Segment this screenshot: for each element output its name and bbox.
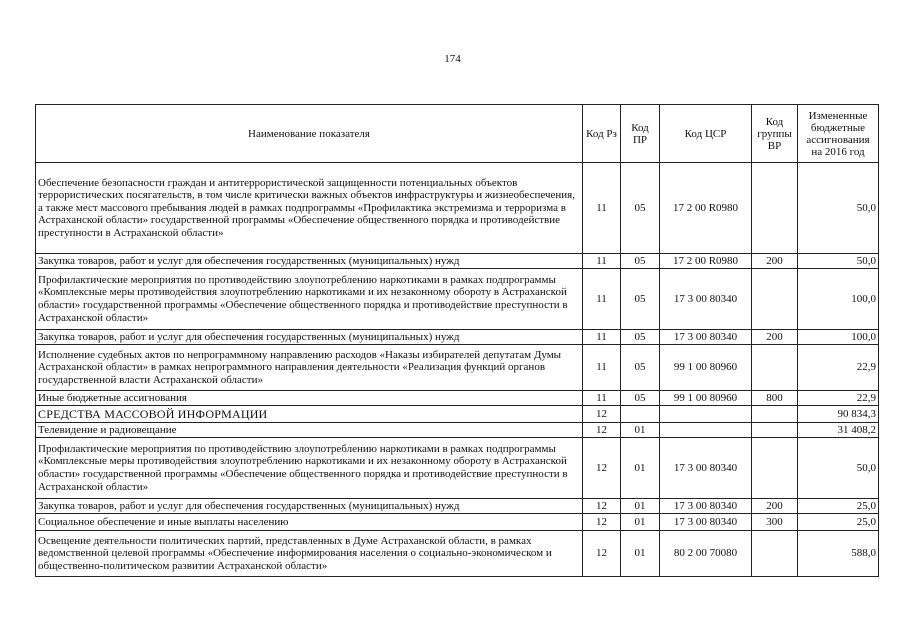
cell-amount: 100,0 — [798, 269, 879, 330]
cell-name: Исполнение судебных актов по непрограммному направлению расходов «Наказы избирателей депутатам Думы Астраханской области» в рамках непрограммного направления деятельности «Реализация функций органов государственной власти Астраханской области» — [36, 345, 583, 391]
cell-name: Иные бюджетные ассигнования — [36, 391, 583, 406]
cell-pr — [621, 406, 660, 423]
budget-table — [35, 104, 879, 577]
cell-vr — [752, 423, 798, 438]
table-row — [36, 531, 879, 577]
header-csr: Код ЦСР — [660, 105, 752, 163]
header-name: Наименование показателя — [36, 105, 583, 163]
cell-vr: 800 — [752, 391, 798, 406]
cell-vr — [752, 406, 798, 423]
cell-amount: 25,0 — [798, 499, 879, 514]
table-row — [36, 254, 879, 269]
cell-csr: 99 1 00 80960 — [660, 391, 752, 406]
cell-amount: 50,0 — [798, 254, 879, 269]
cell-rz: 12 — [583, 406, 621, 423]
cell-csr: 17 3 00 80340 — [660, 269, 752, 330]
cell-rz: 11 — [583, 269, 621, 330]
cell-name: СРЕДСТВА МАССОВОЙ ИНФОРМАЦИИ — [36, 406, 583, 423]
cell-pr: 05 — [621, 254, 660, 269]
cell-rz: 11 — [583, 163, 621, 254]
cell-vr — [752, 438, 798, 499]
cell-pr: 05 — [621, 391, 660, 406]
cell-rz: 12 — [583, 531, 621, 577]
cell-vr: 200 — [752, 499, 798, 514]
cell-name: Освещение деятельности политических партий, представленных в Думе Астраханской области, в рамках ведомственной целевой программы «Обеспечение информирования населения о социально-экономическом и общественно-политическом развитии Астраханской области» — [36, 531, 583, 577]
table-row — [36, 269, 879, 330]
cell-pr: 01 — [621, 423, 660, 438]
cell-name: Профилактические мероприятия по противодействию злоупотреблению наркотиками в рамках подпрограммы «Комплексные меры противодействия злоупотреблению наркотиками и их незаконному обороту в Астраханской области» государственной программы «Обеспечение общественного порядка и противодействие преступности в Астраханской области» — [36, 438, 583, 499]
header-rz: Код Рз — [583, 105, 621, 163]
cell-vr — [752, 345, 798, 391]
cell-rz: 12 — [583, 423, 621, 438]
cell-csr: 17 3 00 80340 — [660, 499, 752, 514]
cell-rz: 12 — [583, 499, 621, 514]
cell-amount: 31 408,2 — [798, 423, 879, 438]
table-row — [36, 438, 879, 499]
cell-rz: 11 — [583, 254, 621, 269]
cell-name: Социальное обеспечение и иные выплаты населению — [36, 514, 583, 531]
cell-csr — [660, 423, 752, 438]
page-number: 174 — [444, 53, 461, 65]
cell-vr — [752, 531, 798, 577]
table-row — [36, 406, 879, 423]
cell-amount: 22,9 — [798, 391, 879, 406]
cell-amount: 90 834,3 — [798, 406, 879, 423]
cell-name: Закупка товаров, работ и услуг для обеспечения государственных (муниципальных) нужд — [36, 499, 583, 514]
table-row — [36, 423, 879, 438]
cell-amount: 50,0 — [798, 163, 879, 254]
table-row — [36, 163, 879, 254]
cell-csr: 17 2 00 R0980 — [660, 163, 752, 254]
cell-pr: 05 — [621, 163, 660, 254]
cell-name: Закупка товаров, работ и услуг для обеспечения государственных (муниципальных) нужд — [36, 330, 583, 345]
cell-pr: 01 — [621, 514, 660, 531]
cell-csr: 17 3 00 80340 — [660, 514, 752, 531]
table-row — [36, 330, 879, 345]
cell-pr: 05 — [621, 269, 660, 330]
cell-amount: 100,0 — [798, 330, 879, 345]
header-pr: Код ПР — [621, 105, 660, 163]
cell-rz: 11 — [583, 391, 621, 406]
cell-vr: 200 — [752, 254, 798, 269]
cell-name: Обеспечение безопасности граждан и антитеррористической защищенности потенциальных объектов террористических посягательств, в том числе критически важных объектов инфраструктуры и жизнеобеспечения, а также мест массового пребывания людей в рамках подпрограммы «Профилактика экстремизма и терроризма в Астраханской области» государственной программы «Обеспечение общественного порядка и противодействие преступности в Астраханской области» — [36, 163, 583, 254]
cell-csr: 17 2 00 R0980 — [660, 254, 752, 269]
cell-pr: 01 — [621, 499, 660, 514]
cell-csr: 80 2 00 70080 — [660, 531, 752, 577]
cell-name: Профилактические мероприятия по противодействию злоупотреблению наркотиками в рамках подпрограммы «Комплексные меры противодействия злоупотреблению наркотиками и их незаконному обороту в Астраханской области» государственной программы «Обеспечение общественного порядка и противодействие преступности в Астраханской области» — [36, 269, 583, 330]
cell-vr — [752, 163, 798, 254]
header-vr: Код группы ВР — [752, 105, 798, 163]
cell-name: Закупка товаров, работ и услуг для обеспечения государственных (муниципальных) нужд — [36, 254, 583, 269]
cell-vr — [752, 269, 798, 330]
table-row — [36, 391, 879, 406]
header-amount: Измененные бюджетные ассигнования на 2016 год — [798, 105, 879, 163]
table-row — [36, 345, 879, 391]
cell-rz: 12 — [583, 514, 621, 531]
cell-rz: 11 — [583, 330, 621, 345]
cell-csr: 17 3 00 80340 — [660, 438, 752, 499]
cell-amount: 50,0 — [798, 438, 879, 499]
cell-csr — [660, 406, 752, 423]
cell-amount: 22,9 — [798, 345, 879, 391]
table-row — [36, 499, 879, 514]
cell-amount: 588,0 — [798, 531, 879, 577]
cell-vr: 200 — [752, 330, 798, 345]
cell-csr: 99 1 00 80960 — [660, 345, 752, 391]
cell-csr: 17 3 00 80340 — [660, 330, 752, 345]
cell-pr: 05 — [621, 330, 660, 345]
cell-rz: 12 — [583, 438, 621, 499]
cell-name: Телевидение и радиовещание — [36, 423, 583, 438]
cell-pr: 01 — [621, 531, 660, 577]
header-row — [36, 105, 879, 163]
cell-amount: 25,0 — [798, 514, 879, 531]
cell-pr: 01 — [621, 438, 660, 499]
table-row — [36, 514, 879, 531]
cell-pr: 05 — [621, 345, 660, 391]
cell-vr: 300 — [752, 514, 798, 531]
cell-rz: 11 — [583, 345, 621, 391]
